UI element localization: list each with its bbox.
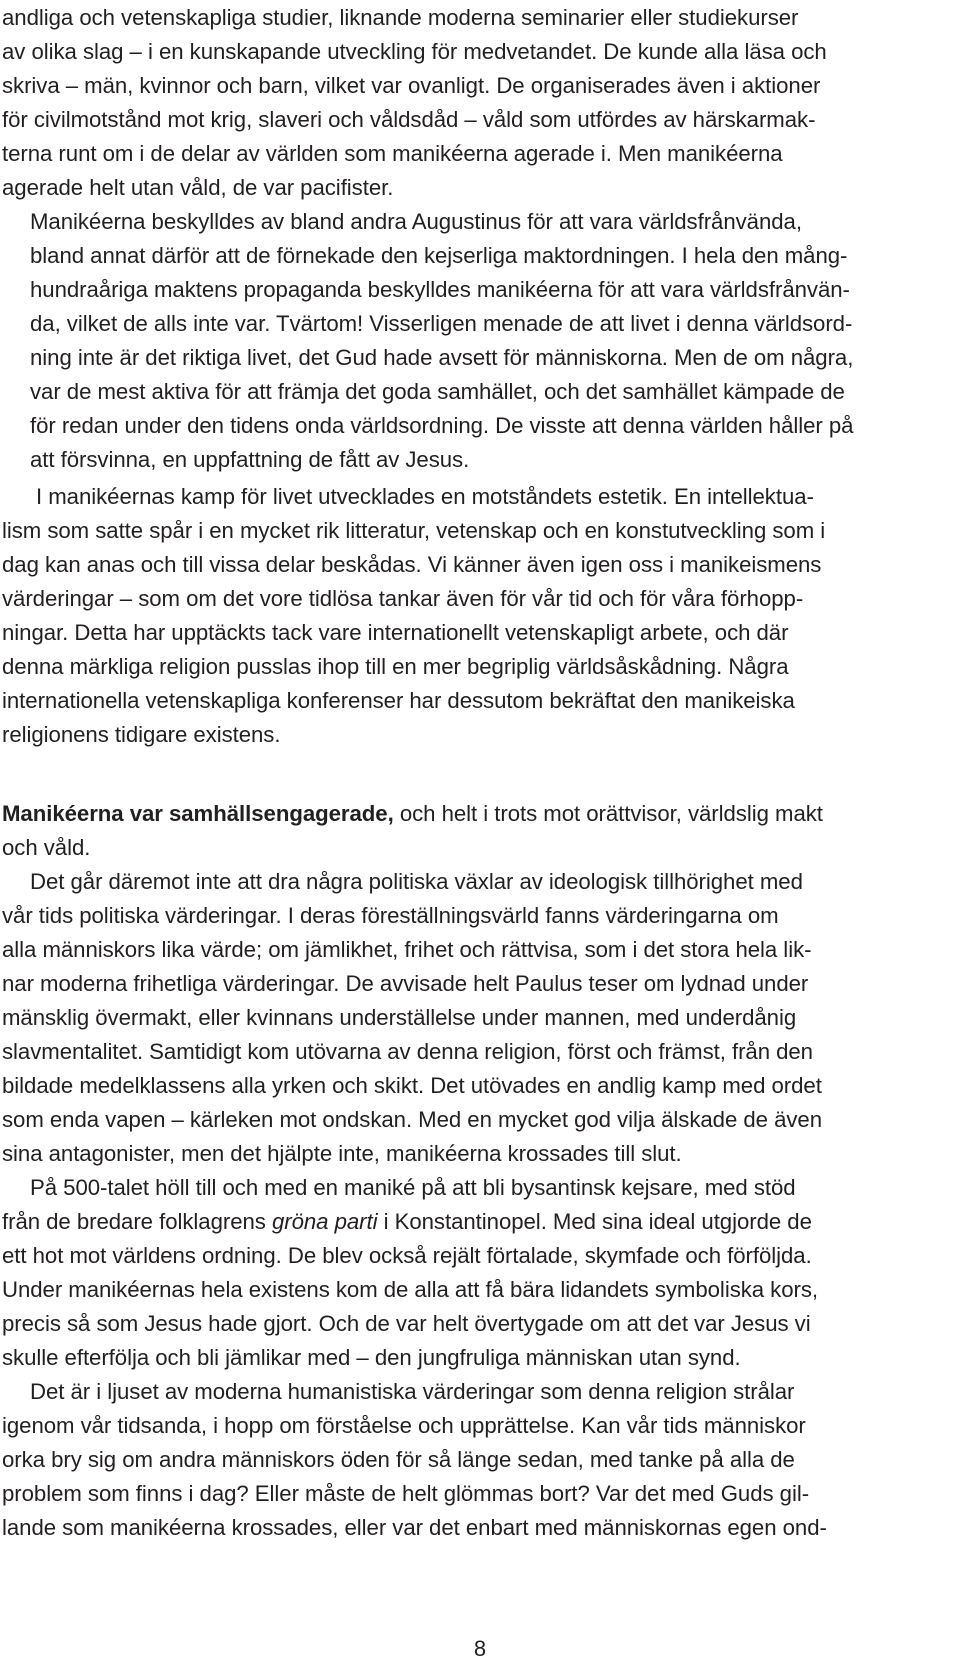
section-heading-line — [2, 797, 823, 831]
text-line: ett hot mot världens ordning. De blev också rejält förtalade, skymfade och förföljda. — [2, 1243, 812, 1268]
text-line: värderingar – som om det vore tidlösa tankar även för vår tid och för våra förhopp- — [2, 586, 804, 611]
text-line: ningar. Detta har upptäckts tack vare internationellt vetenskapligt arbete, och där — [2, 620, 789, 645]
text-line: mänsklig övermakt, eller kvinnans underställelse under mannen, med underdånig — [2, 1005, 797, 1030]
text-line: hundraåriga maktens propaganda beskylldes manikéerna för att vara världsfrånvän- — [30, 277, 850, 302]
text-line: da, vilket de alls inte var. Tvärtom! Visserligen menade de att livet i denna världsord- — [30, 311, 853, 336]
text-line: Manikéerna beskylldes av bland andra Augustinus för att vara världsfrånvända, — [30, 209, 802, 234]
text-line: orka bry sig om andra människors öden för så länge sedan, med tanke på alla de — [2, 1447, 795, 1472]
text-line: andliga och vetenskapliga studier, liknande moderna seminarier eller studiekurser — [2, 5, 799, 30]
text-line: problem som finns i dag? Eller måste de helt glömmas bort? Var det med Guds gil- — [2, 1481, 810, 1506]
text-line: bildade medelklassens alla yrken och skikt. Det utövades en andlig kamp med ordet — [2, 1073, 822, 1098]
text-line: internationella vetenskapliga konferenser har dessutom bekräftat den manikeiska — [2, 688, 795, 713]
italic-term: gröna parti — [271, 1209, 378, 1234]
text-line: igenom vår tidsanda, i hopp om förståelse och upprättelse. Kan vår tids människor — [2, 1413, 806, 1438]
text-line: Det går däremot inte att dra några politiska växlar av ideologisk tillhörighet med — [30, 869, 803, 894]
section-heading: Manikéerna var samhällsengagerade, — [2, 801, 394, 826]
text-line — [2, 1205, 812, 1239]
text-span: och helt i trots mot orättvisor, världslig makt — [393, 801, 823, 826]
text-line: religionens tidigare existens. — [2, 722, 281, 747]
text-line: dag kan anas och till vissa delar beskådas. Vi känner även igen oss i manikeismens — [2, 552, 822, 577]
text-line: sina antagonister, men det hjälpte inte, manikéerna krossades till slut. — [2, 1141, 682, 1166]
text-line: bland annat därför att de förnekade den kejserliga maktordningen. I hela den mång- — [30, 243, 848, 268]
text-line: slavmentalitet. Samtidigt kom utövarna av denna religion, först och främst, från den — [2, 1039, 813, 1064]
text-line: Det är i ljuset av moderna humanistiska värderingar som denna religion strålar — [30, 1379, 795, 1404]
text-line: och våld. — [2, 835, 91, 860]
text-line: precis så som Jesus hade gjort. Och de var helt övertygade om att det var Jesus vi — [2, 1311, 811, 1336]
text-line: terna runt om i de delar av världen som manikéerna agerade i. Men manikéerna — [2, 141, 783, 166]
text-line: vår tids politiska värderingar. I deras föreställningsvärld fanns värderingarna om — [2, 903, 779, 928]
text-line: Under manikéernas hela existens kom de alla att få bära lidandets symboliska kors, — [2, 1277, 819, 1302]
text-line: att försvinna, en uppfattning de fått av Jesus. — [30, 447, 470, 472]
text-line: av olika slag – i en kunskapande utveckling för medvetandet. De kunde alla läsa och — [2, 39, 827, 64]
text-line: agerade helt utan våld, de var pacifister. — [2, 175, 394, 200]
text-span: från de bredare folklagrens — [2, 1209, 272, 1234]
text-line: nar moderna frihetliga värderingar. De avvisade helt Paulus teser om lydnad under — [2, 971, 809, 996]
text-line: skriva – män, kvinnor och barn, vilket var ovanligt. De organiserades även i aktioner — [2, 73, 821, 98]
text-line: var de mest aktiva för att främja det goda samhället, och det samhället kämpade de — [30, 379, 845, 404]
text-line: På 500-talet höll till och med en maniké på att bli bysantinsk kejsare, med stöd — [30, 1175, 796, 1200]
text-line: denna märkliga religion pusslas ihop till en mer begriplig världsåskådning. Några — [2, 654, 789, 679]
text-line: lism som satte spår i en mycket rik litteratur, vetenskap och en konstutveckling som i — [2, 518, 826, 543]
text-line: ning inte är det riktiga livet, det Gud hade avsett för människorna. Men de om några, — [30, 345, 854, 370]
text-line: skulle efterfölja och bli jämlikar med – den jungfruliga människan utan synd. — [2, 1345, 741, 1370]
text-line: I manikéernas kamp för livet utvecklades en motståndets estetik. En intellektua- — [36, 484, 814, 509]
text-line: för civilmotstånd mot krig, slaveri och våldsdåd – våld som utfördes av härskarmak- — [2, 107, 816, 132]
text-line: för redan under den tidens onda världsordning. De visste att denna världen håller på — [30, 413, 854, 438]
page-number: 8 — [473, 1636, 487, 1661]
text-line: lande som manikéerna krossades, eller var det enbart med människornas egen ond- — [2, 1515, 827, 1540]
text-line: alla människors lika värde; om jämlikhet, frihet och rättvisa, som i det stora hela lik- — [2, 937, 812, 962]
text-span: i Konstantinopel. Med sina ideal utgjorde de — [377, 1209, 812, 1234]
text-line: som enda vapen – kärleken mot ondskan. Med en mycket god vilja älskade de även — [2, 1107, 822, 1132]
